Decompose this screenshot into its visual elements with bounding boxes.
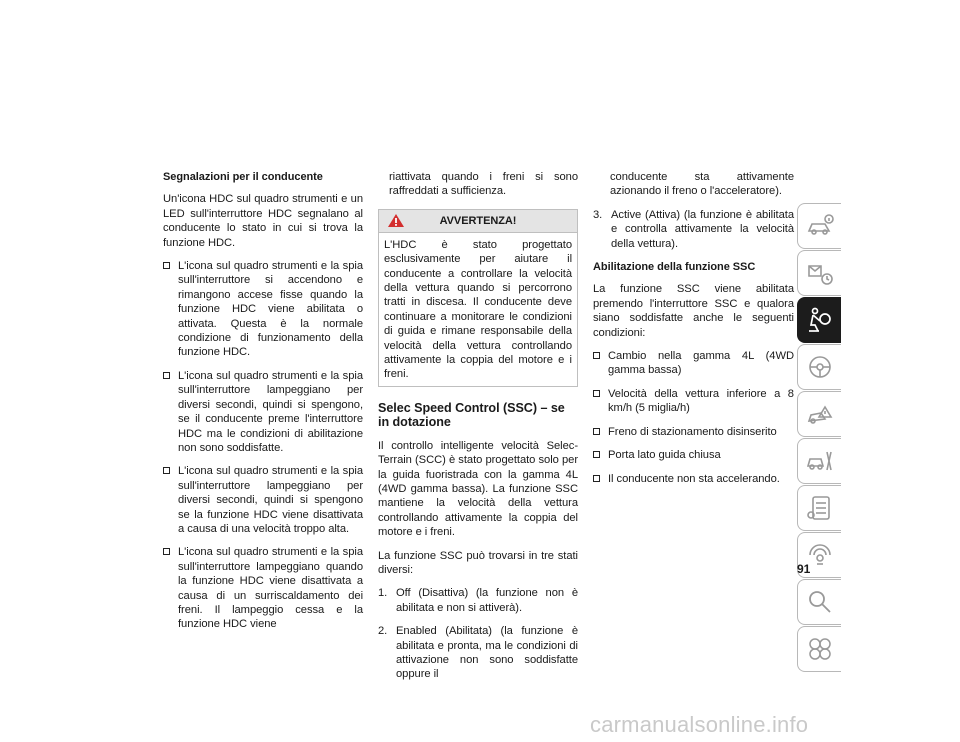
chapter-tabs <box>797 203 841 673</box>
tab-car-info[interactable] <box>797 203 841 249</box>
paragraph: Il controllo intelligente velocità Selec-Terrain (SCC) è stato progettato solo per la guida fuoristrada con la gamma 4L (4WD gamma bassa). La funzione SSC mantiene la velocità della vettura controllando attivamente la coppia del motore e i freni. <box>378 439 578 539</box>
tab-dashboard-lights[interactable] <box>797 250 841 296</box>
checkbox-bullet-icon <box>593 352 600 359</box>
list-item: Freno di stazionamento disinserito <box>593 425 794 439</box>
numbered-item: 3. Active (Attiva) (la funzione è abilitata e controlla attivamente la velocità della vettura). <box>593 208 794 250</box>
column-3 <box>593 170 794 495</box>
checkbox-bullet-icon <box>163 372 170 379</box>
list-item: Porta lato guida chiusa <box>593 448 794 462</box>
tab-languages[interactable] <box>797 626 841 672</box>
checkbox-bullet-icon <box>163 467 170 474</box>
checkbox-bullet-icon <box>163 262 170 269</box>
list-item: Cambio nella gamma 4L (4WD gamma bassa) <box>593 349 794 378</box>
column-1 <box>163 170 363 641</box>
warning-box <box>378 209 578 387</box>
specifications-list-icon <box>805 493 835 523</box>
list-item: L'icona sul quadro strumenti e la spia sull'interruttore lampeggiano per diversi secondi, quindi si spengono se la funzione HDC viene disattivata a causa di una velocità troppo alta. <box>163 464 363 536</box>
list-item: Il conducente non sta accelerando. <box>593 472 794 486</box>
warning-header <box>379 210 577 233</box>
tab-emergency[interactable] <box>797 391 841 437</box>
tab-index[interactable] <box>797 579 841 625</box>
checkbox-bullet-icon <box>593 475 600 482</box>
page-number: 91 <box>797 562 811 576</box>
numbered-item: 2. Enabled (Abilitata) (la funzione è abilitata e pronta, ma le condizioni di attivazione non sono soddisfatte oppure il <box>378 625 578 681</box>
warning-triangle-icon <box>387 213 405 228</box>
dashboard-lights-icon <box>805 258 835 288</box>
checkbox-bullet-icon <box>593 428 600 435</box>
tab-driving[interactable] <box>797 344 841 390</box>
checkbox-bullet-icon <box>593 451 600 458</box>
list-item: L'icona sul quadro strumenti e la spia sull'interruttore lampeggiano per diversi secondi, quindi si spengono, se il conducente preme l'interruttore HDC ma le condizioni di abilitazione non sono soddisfatte. <box>163 369 363 455</box>
section-heading: Abilitazione della funzione SSC <box>593 261 756 274</box>
tab-specifications[interactable] <box>797 485 841 531</box>
watermark: carmanualsonline.info <box>590 712 809 737</box>
tab-safety[interactable] <box>797 297 841 343</box>
continuation-text: conducente sta attivamente azionando il freno o l'acceleratore). <box>610 171 794 198</box>
checkbox-bullet-icon <box>593 390 600 397</box>
numbered-item: 1. Off (Disattiva) (la funzione non è abilitata e non si attiverà). <box>378 587 578 614</box>
section-heading: Selec Speed Control (SSC) – se in dotazione <box>378 400 565 430</box>
steering-wheel-icon <box>805 352 835 382</box>
tab-service[interactable] <box>797 438 841 484</box>
warning-body: L'HDC è stato progettato esclusivamente per aiutare il conducente a controllare la velocità della vettura quando si percorrono tratti in discesa. Il conducente deve continuare a monitorare le condizioni di guida e rimane responsabile della velocità della vettura controllando attivamente la coppia del motore e i freni. <box>384 238 572 381</box>
warning-title: AVVERTENZA! <box>439 214 517 227</box>
paragraph: La funzione SSC può trovarsi in tre stati diversi: <box>378 549 578 576</box>
paragraph: La funzione SSC viene abilitata premendo l'interruttore SSC e qualora siano soddisfatte anche le seguenti condizioni: <box>593 283 794 339</box>
car-info-icon <box>805 211 835 241</box>
list-item: L'icona sul quadro strumenti e la spia sull'interruttore lampeggiano quando la funzione HDC viene disattivata a causa di un surriscaldamento dei freni. Il lampeggio cessa e la funzione HDC viene <box>163 545 363 631</box>
continuation-text: riattivata quando i freni si sono raffreddati a sufficienza. <box>389 171 578 198</box>
list-item: Velocità della vettura inferiore a 8 km/h (5 miglia/h) <box>593 387 794 416</box>
paragraph: Un'icona HDC sul quadro strumenti e un LED sull'interruttore HDC segnalano al conducente lo stato in cui si trova la funzione HDC. <box>163 193 363 249</box>
checkbox-bullet-icon <box>163 548 170 555</box>
column-2 <box>378 170 578 691</box>
search-index-icon <box>805 587 835 617</box>
list-item: L'icona sul quadro strumenti e la spia sull'interruttore si accendono e rimangono accese fisse quando la funzione HDC viene abilitata o attivata. Questa è la normale condizione di funzionamento della funzione HDC. <box>163 259 363 360</box>
languages-icon <box>805 634 835 664</box>
service-tools-icon <box>805 446 835 476</box>
safety-airbag-icon <box>805 305 835 335</box>
section-heading: Segnalazioni per il conducente <box>163 171 323 183</box>
car-crash-icon <box>805 399 835 429</box>
